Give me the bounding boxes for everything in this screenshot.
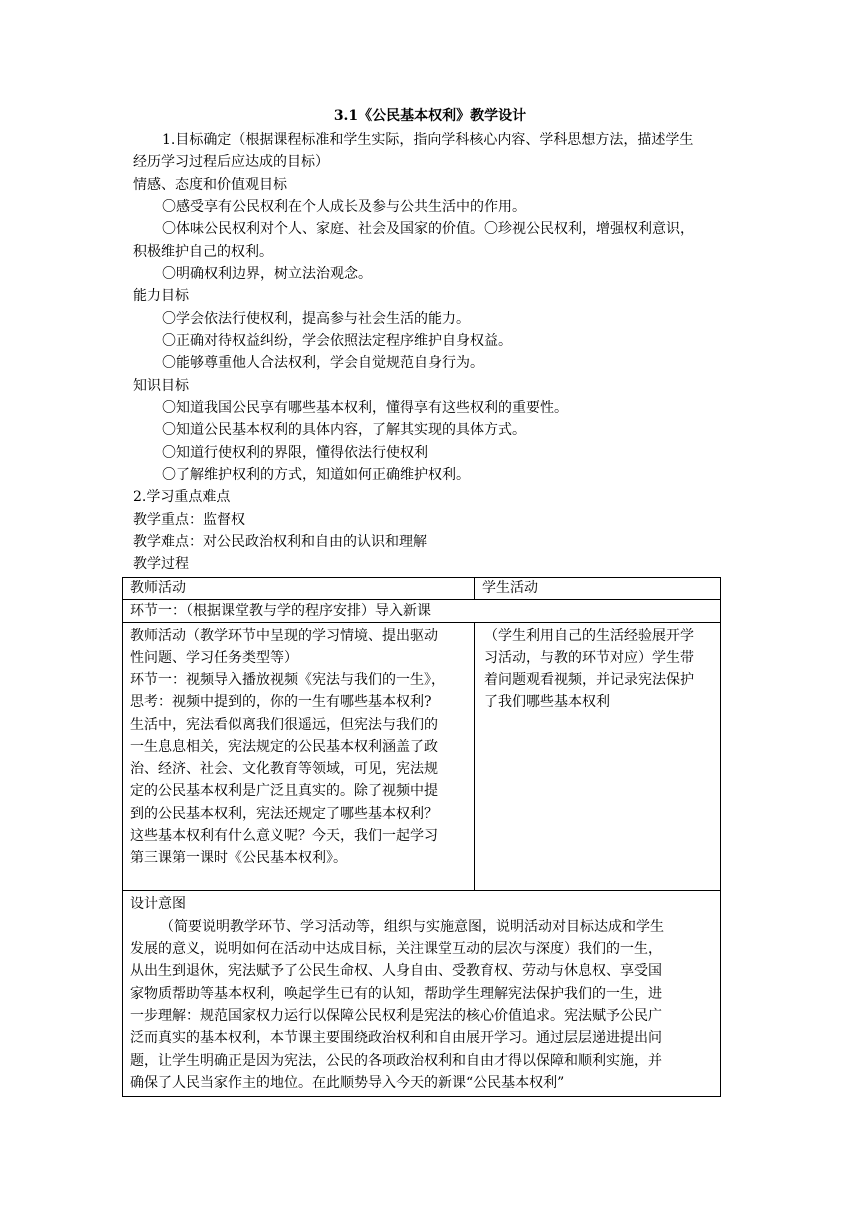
knowledge-goal-item: 〇知道我国公民享有哪些基本权利，懂得享有这些权利的重要性。 bbox=[162, 400, 568, 416]
teacher-activity-line: 一生息息相关，宪法规定的公民基本权利涵盖了政 bbox=[130, 739, 438, 755]
knowledge-goal-item: 〇知道公民基本权利的具体内容，了解其实现的具体方式。 bbox=[162, 422, 526, 438]
design-intent-line: 从出生到退休，宪法赋予了公民生命权、人身自由、受教育权、劳动与休息权、享受国 bbox=[130, 963, 662, 979]
teacher-activity-line: 第三课第一课时《公民基本权利》。 bbox=[130, 850, 347, 866]
ability-goal-heading: 能力目标 bbox=[133, 288, 189, 304]
difficult-point: 教学难点：对公民政治权利和自由的认识和理解 bbox=[133, 534, 427, 550]
knowledge-goal-item: 〇知道行使权利的界限，懂得依法行使权利 bbox=[162, 445, 428, 461]
section-one-title: 环节一：（根据课堂教与学的程序安排）导入新课 bbox=[130, 603, 431, 619]
knowledge-goal-item: 〇了解维护权利的方式，知道如何正确维护权利。 bbox=[162, 467, 470, 483]
knowledge-goal-heading: 知识目标 bbox=[133, 378, 189, 394]
design-intent-line: 题，让学生明确正是因为宪法，公民的各项政治权利和自由才得以保障和顺利实施，并 bbox=[130, 1053, 662, 1069]
teacher-activity-line: 思考：视频中提到的，你的一生有哪些基本权利? bbox=[130, 694, 432, 710]
emotion-goal-item: 〇明确权利边界，树立法治观念。 bbox=[162, 266, 372, 282]
goal-heading-line2: 经历学习过程后应达成的目标） bbox=[133, 154, 329, 170]
process-table bbox=[122, 577, 721, 1097]
teacher-activity-line: 定的公民基本权利是广泛且真实的。除了视频中提 bbox=[130, 783, 438, 799]
design-intent-line: （简要说明教学环节、学习活动等，组织与实施意图，说明活动对目标达成和学生 bbox=[160, 919, 664, 935]
ability-goal-item: 〇能够尊重他人合法权利，学会自觉规范自身行为。 bbox=[162, 355, 484, 371]
teacher-activity-line: 生活中，宪法看似离我们很遥远，但宪法与我们的 bbox=[130, 717, 438, 733]
ability-goal-item: 〇正确对待权益纠纷，学会依照法定程序维护自身权益。 bbox=[162, 333, 512, 349]
design-intent-line: 确保了人民当家作主的地位。在此顺势导入今天的新课“公民基本权利” bbox=[130, 1075, 565, 1091]
ability-goal-item: 〇学会依法行使权利，提高参与社会生活的能力。 bbox=[162, 311, 470, 327]
emotion-goal-item: 〇感受享有公民权利在个人成长及参与公共生活中的作用。 bbox=[162, 199, 526, 215]
teacher-activity-line: 到的公民基本权利，宪法还规定了哪些基本权利？ bbox=[130, 806, 438, 822]
emotion-goal-item: 积极维护自己的权利。 bbox=[133, 244, 273, 260]
key-difficult-heading: 2.学习重点难点 bbox=[133, 489, 231, 505]
design-intent-heading: 设计意图 bbox=[130, 896, 186, 912]
design-intent-line: 家物质帮助等基本权利，唤起学生已有的认知，帮助学生理解宪法保护我们的一生，进 bbox=[130, 986, 662, 1002]
student-activity-header: 学生活动 bbox=[482, 580, 538, 596]
teacher-activity-line: 环节一：视频导入播放视频《宪法与我们的一生》， bbox=[130, 672, 445, 688]
document-title: 3.1《公民基本权利》教学设计 bbox=[333, 108, 527, 124]
student-activity-line: 着问题观看视频，并记录宪法保护 bbox=[484, 672, 694, 688]
teacher-activity-line: 教师活动（教学环节中呈现的学习情境、提出驱动 bbox=[130, 628, 438, 644]
teacher-activity-line: 性问题、学习任务类型等） bbox=[130, 650, 298, 666]
goal-heading-line1: 1.目标确定（根据课程标准和学生实际，指向学科核心内容、学科思想方法，描述学生 bbox=[162, 132, 694, 148]
design-intent-line: 一步理解：规范国家权力运行以保障公民权利是宪法的核心价值追求。宪法赋予公民广 bbox=[130, 1008, 662, 1024]
design-intent-line: 泛而真实的基本权利，本节课主要围绕政治权利和自由展开学习。通过层层递进提出问 bbox=[130, 1030, 662, 1046]
key-point: 教学重点：监督权 bbox=[133, 512, 245, 528]
teacher-activity-header: 教师活动 bbox=[130, 580, 186, 596]
emotion-goal-item: 〇体味公民权利对个人、家庭、社会及国家的价值。〇珍视公民权利，增强权利意识， bbox=[162, 221, 694, 237]
student-activity-line: 习活动，与教的环节对应）学生带 bbox=[484, 650, 694, 666]
design-intent-line: 发展的意义，说明如何在活动中达成目标，关注课堂互动的层次与深度）我们的一生， bbox=[130, 941, 662, 957]
emotion-goal-heading: 情感、态度和价值观目标 bbox=[133, 177, 287, 193]
teacher-activity-line: 治、经济、社会、文化教育等领域，可见，宪法规 bbox=[130, 761, 438, 777]
student-activity-line: 了我们哪些基本权利 bbox=[484, 694, 610, 710]
student-activity-line: （学生利用自己的生活经验展开学 bbox=[484, 628, 694, 644]
teacher-activity-line: 这些基本权利有什么意义呢？今天，我们一起学习 bbox=[130, 828, 438, 844]
process-heading: 教学过程 bbox=[133, 556, 189, 572]
